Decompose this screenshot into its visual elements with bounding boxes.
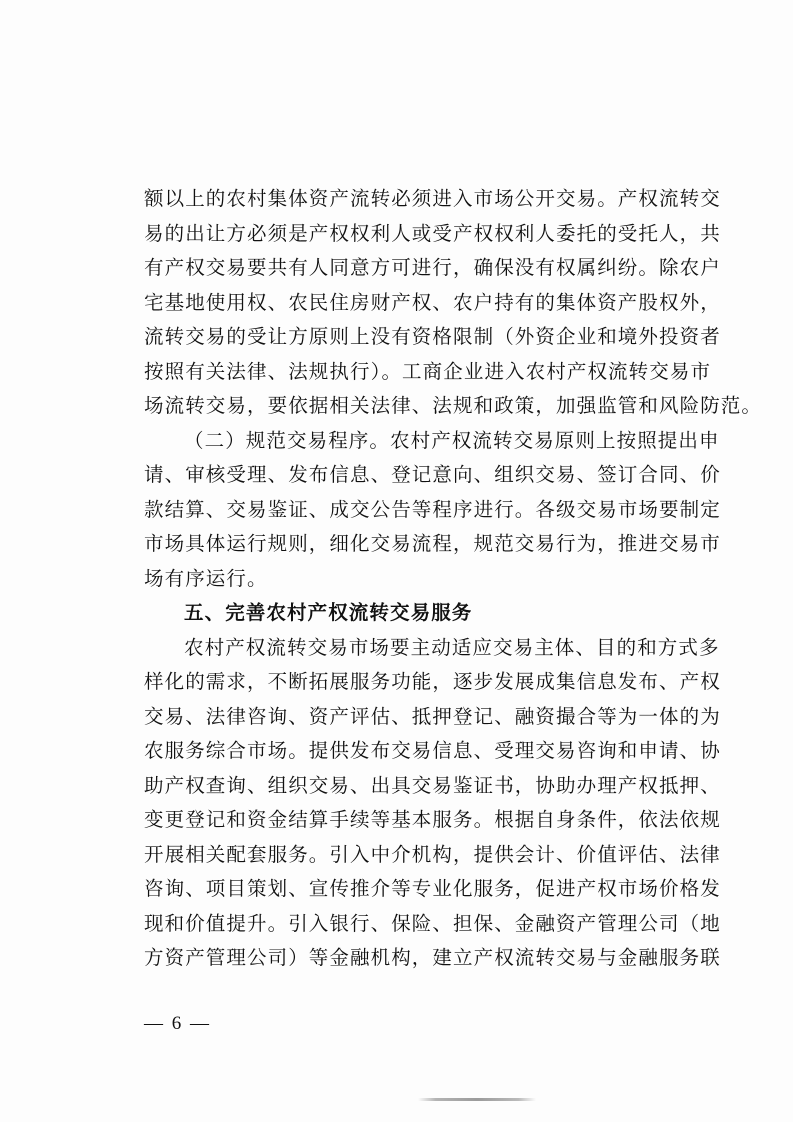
text-line: 请、审核受理、发布信息、登记意向、组织交易、签订合同、价 [144, 463, 721, 486]
document-body [144, 182, 763, 976]
text-line: 现和价值提升。引入银行、保险、担保、金融资产管理公司（地 [144, 911, 721, 935]
page-number: — 6 — [144, 1013, 211, 1034]
text-line: 额以上的农村集体资产流转必须进入市场公开交易。产权流转交 [144, 187, 721, 210]
text-line: 方资产管理公司）等金融机构，建立产权流转交易与金融服务联 [144, 946, 721, 969]
text-line: 款结算、交易鉴证、成交公告等程序进行。各级交易市场要制定 [144, 497, 721, 521]
paragraph-start-line: （二）规范交易程序。农村产权流转交易原则上按照提出申 [184, 428, 720, 452]
scan-artifact [418, 1098, 536, 1101]
text-line: 流转交易的受让方原则上没有资格限制（外资企业和境外投资者 [144, 325, 721, 348]
paragraph-start-line: 农村产权流转交易市场要主动适应交易主体、目的和方式多 [184, 635, 720, 659]
text-line: 场有序运行。 [144, 566, 268, 590]
text-line: 农服务综合市场。提供发布交易信息、受理交易咨询和申请、协 [144, 739, 721, 762]
text-line: 有产权交易要共有人同意方可进行，确保没有权属纠纷。除农户 [144, 256, 721, 279]
text-line: 开展相关配套服务。引入中介机构，提供会计、价值评估、法律 [144, 842, 721, 866]
text-line: 咨询、项目策划、宣传推介等专业化服务，促进产权市场价格发 [144, 877, 721, 900]
text-line: 场流转交易，要依据相关法律、法规和政策，加强监管和风险防范。 [144, 394, 763, 417]
section-heading: 五、完善农村产权流转交易服务 [184, 601, 473, 624]
text-line: 助产权查询、组织交易、出具交易鉴证书，协助办理产权抵押、 [144, 773, 721, 797]
text-line: 交易、法律咨询、资产评估、抵押登记、融资撮合等为一体的为 [144, 704, 721, 728]
text-line: 易的出让方必须是产权权利人或受产权权利人委托的受托人，共 [144, 221, 721, 245]
text-line: 市场具体运行规则，细化交易流程，规范交易行为，推进交易市 [144, 532, 721, 555]
text-line: 宅基地使用权、农民住房财产权、农户持有的集体资产股权外， [144, 290, 721, 314]
text-line: 按照有关法律、法规执行）。工商企业进入农村产权流转交易市 [144, 359, 712, 383]
text-line: 样化的需求，不断拓展服务功能，逐步发展成集信息发布、产权 [144, 670, 721, 693]
text-line: 变更登记和资金结算手续等基本服务。根据自身条件，依法依规 [144, 808, 721, 831]
